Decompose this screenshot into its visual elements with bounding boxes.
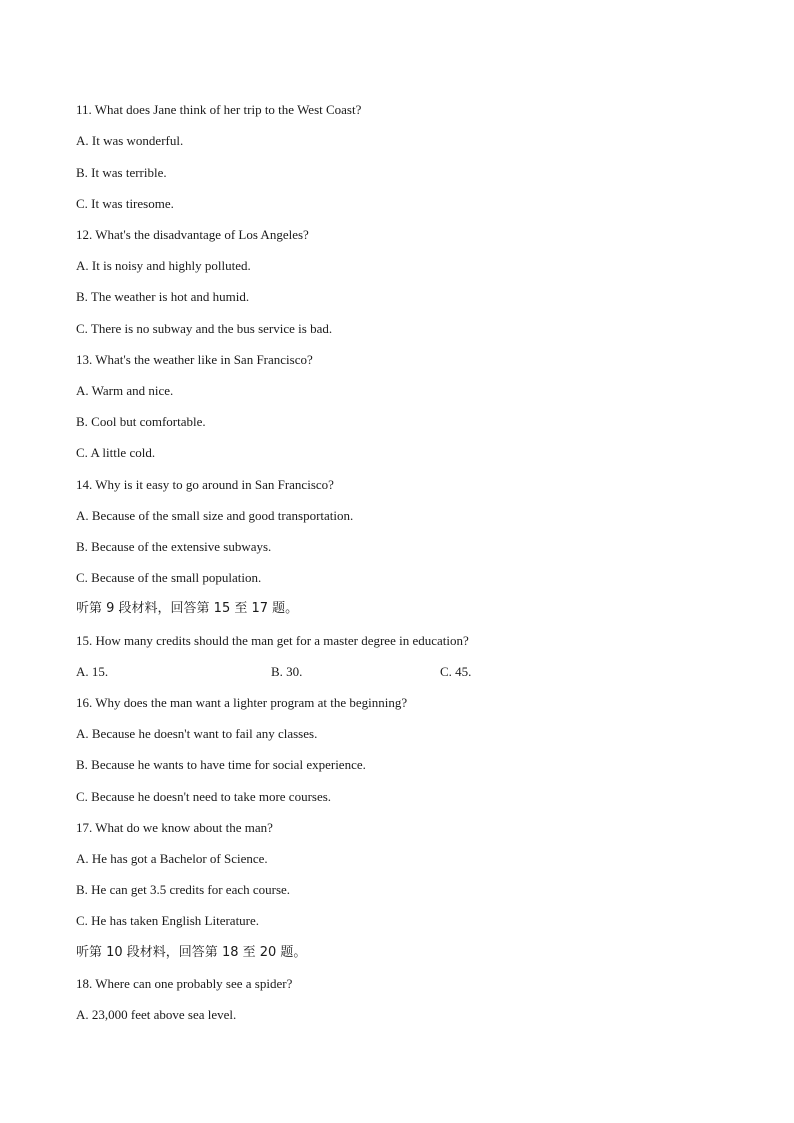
q16-option-a: A. Because he doesn't want to fail any classes.: [76, 726, 318, 741]
question-12: 12. What's the disadvantage of Los Angeles?: [76, 227, 309, 242]
q11-option-c: C. It was tiresome.: [76, 196, 174, 211]
q18-option-a: A. 23,000 feet above sea level.: [76, 1007, 237, 1022]
q12-option-c: C. There is no subway and the bus service is bad.: [76, 321, 333, 336]
question-16: 16. Why does the man want a lighter program at the beginning?: [76, 695, 408, 710]
q12-option-a: A. It is noisy and highly polluted.: [76, 258, 251, 273]
q11-option-a: A. It was wonderful.: [76, 133, 184, 148]
q13-option-c: C. A little cold.: [76, 445, 156, 460]
q15-option-b: B. 30.: [271, 664, 303, 679]
q17-option-b: B. He can get 3.5 credits for each course.: [76, 882, 291, 897]
q15-option-c: C. 45.: [440, 664, 472, 679]
q16-option-b: B. Because he wants to have time for social experience.: [76, 757, 366, 772]
question-17: 17. What do we know about the man?: [76, 820, 273, 835]
question-13: 13. What's the weather like in San Francisco?: [76, 352, 313, 367]
q17-option-c: C. He has taken English Literature.: [76, 913, 260, 928]
q13-option-a: A. Warm and nice.: [76, 383, 174, 398]
q14-option-a: A. Because of the small size and good transportation.: [76, 508, 354, 523]
q11-option-b: B. It was terrible.: [76, 165, 167, 180]
q15-option-a: A. 15.: [76, 664, 109, 679]
section-heading-10: 听第 10 段材料，回答第 18 至 20 题。: [76, 945, 307, 960]
q16-option-c: C. Because he doesn't need to take more courses.: [76, 789, 332, 804]
q12-option-b: B. The weather is hot and humid.: [76, 289, 250, 304]
q17-option-a: A. He has got a Bachelor of Science.: [76, 851, 268, 866]
question-15: 15. How many credits should the man get for a master degree in education?: [76, 633, 469, 648]
question-14: 14. Why is it easy to go around in San Francisco?: [76, 477, 334, 492]
section-heading-9: 听第 9 段材料，回答第 15 至 17 题。: [76, 601, 299, 616]
q14-option-b: B. Because of the extensive subways.: [76, 539, 272, 554]
q14-option-c: C. Because of the small population.: [76, 570, 262, 585]
question-11: 11. What does Jane think of her trip to the West Coast?: [76, 102, 362, 117]
q13-option-b: B. Cool but comfortable.: [76, 414, 206, 429]
question-18: 18. Where can one probably see a spider?: [76, 976, 293, 991]
